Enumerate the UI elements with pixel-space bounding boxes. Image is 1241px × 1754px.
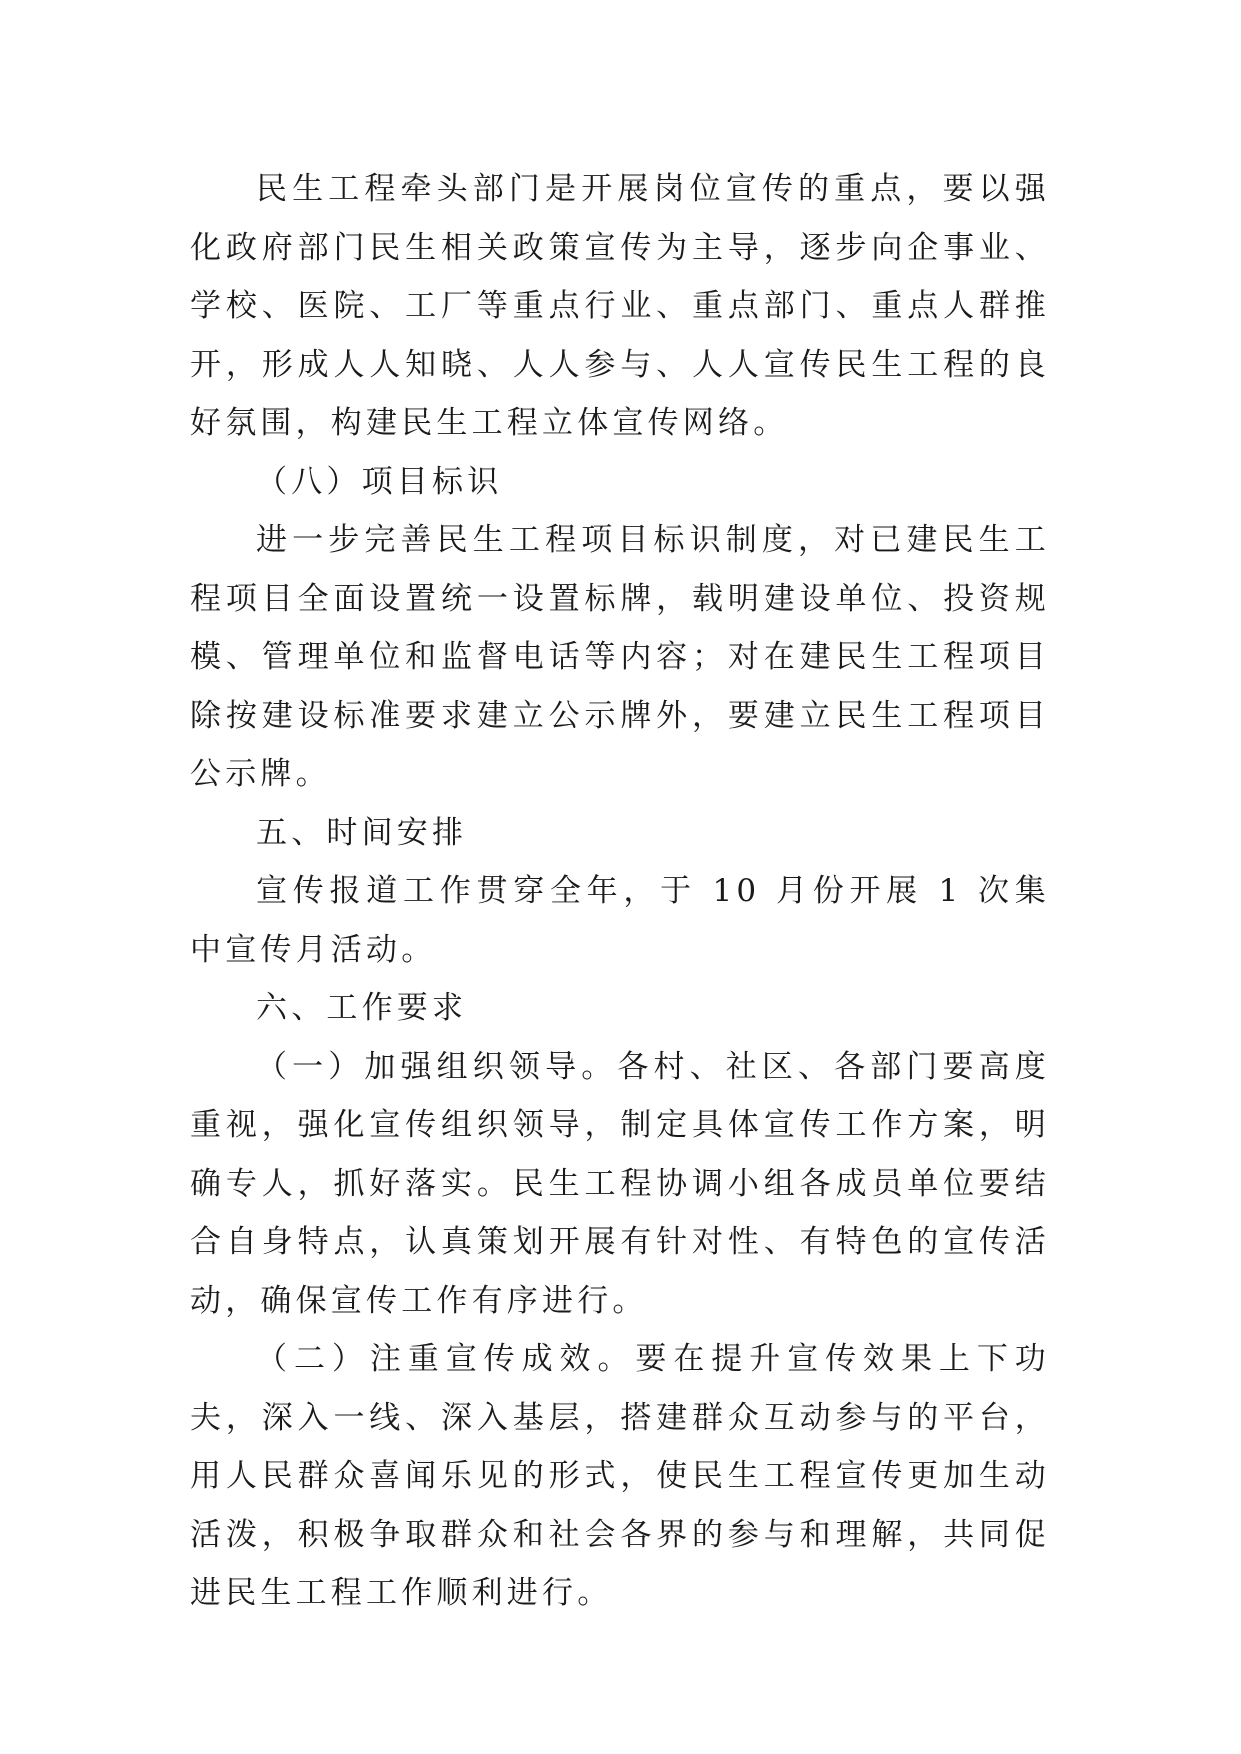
heading-schedule: 五、时间安排 [256,814,468,851]
paragraph-publicity-network: 民生工程牵头部门是开展岗位宣传的重点，要以强化政府部门民生相关政策宣传为主导，逐步向企事业、学校、医院、工厂等重点行业、重点部门、重点人群推开，形成人人知晓、人人参与、人人宣传民生工程的良好氛围，构建民生工程立体宣传网络。 [190,171,1050,441]
paragraph-schedule: 宣传报道工作贯穿全年，于 10 月份开展 1 次集中宣传月活动。 [190,873,1050,968]
paragraph-project-signage: 进一步完善民生工程项目标识制度，对已建民生工程项目全面设置统一设置标牌，载明建设单位、投资规模、管理单位和监督电话等内容；对在建民生工程项目除按建设标准要求建立公示牌外，要建立民生工程项目公示牌。 [190,522,1050,792]
document-body [190,160,1050,1623]
paragraph-strengthen-leadership: （一）加强组织领导。各村、社区、各部门要高度重视，强化宣传组织领导，制定具体宣传工作方案，明确专人，抓好落实。民生工程协调小组各成员单位要结合自身特点，认真策划开展有针对性、有特色的宣传活动，确保宣传工作有序进行。 [190,1048,1050,1319]
heading-project-signage: （八）项目标识 [256,463,503,500]
paragraph-publicity-effect: （二）注重宣传成效。要在提升宣传效果上下功夫，深入一线、深入基层，搭建群众互动参与的平台，用人民群众喜闻乐见的形式，使民生工程宣传更加生动活泼，积极争取群众和社会各界的参与和理解，共同促进民生工程工作顺利进行。 [190,1341,1050,1611]
heading-work-requirements: 六、工作要求 [256,990,468,1026]
